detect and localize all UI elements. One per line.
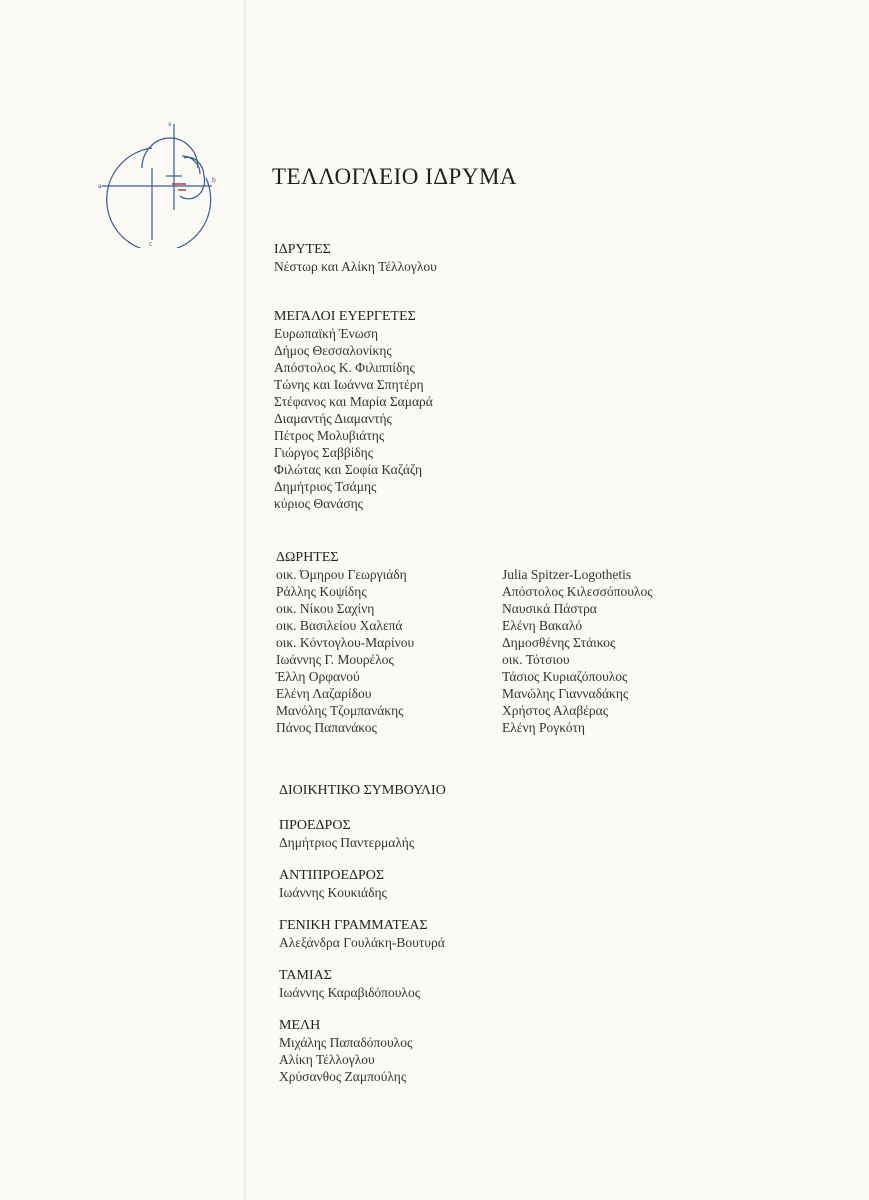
donor-name: οικ. Βασιλείου Χαλεπά [276, 618, 403, 633]
secretary-name: Αλεξάνδρα Γουλάκη-Βουτυρά [279, 935, 445, 950]
svg-text:c: c [149, 241, 153, 248]
page-fold [244, 0, 246, 1200]
donor-name: οικ. Νίκου Σαχίνη [276, 601, 375, 616]
donors-column-1 [276, 566, 414, 736]
svg-text:b: b [212, 177, 216, 184]
donor-name: Ράλλης Κοψίδης [276, 584, 367, 599]
donors-column-2 [502, 566, 653, 736]
donor-name: Ναυσικά Πάστρα [502, 601, 597, 616]
svg-text:a: a [98, 183, 102, 190]
donor-name: Έλλη Ορφανού [276, 669, 360, 684]
benefactor-name: Ευρωπαϊκή Ένωση [274, 326, 379, 341]
benefactors-heading: ΜΕΓΑΛΟΙ ΕΥΕΡΓΕΤΕΣ [274, 309, 416, 324]
vice-president-role: ΑΝΤΙΠΡΟΕΔΡΟΣ [279, 868, 385, 883]
board-section [279, 782, 446, 1085]
donor-name: Τάσιος Κυριαζόπουλος [502, 669, 628, 684]
donor-name: Ιωάννης Γ. Μουρέλος [276, 652, 394, 667]
donor-name: οικ. Τότσιου [502, 652, 570, 667]
page-title: ΤΕΛΛΟΓΛΕΙΟ ΙΔΡΥΜΑ [272, 164, 518, 189]
donor-name: Ελένη Ρογκότη [502, 720, 585, 735]
donor-name: οικ. Κόντογλου-Μαρίνου [276, 635, 415, 650]
donor-name: Μανώλης Γιανναδάκης [502, 686, 629, 701]
founder-name: Νέστωρ και Αλίκη Τέλλογλου [274, 259, 437, 274]
founders-section [274, 241, 437, 275]
vice-president-name: Ιωάννης Κουκιάδης [279, 885, 387, 900]
benefactor-name: Δήμος Θεσσαλονίκης [274, 343, 392, 358]
president-role: ΠΡΟΕΔΡΟΣ [279, 818, 351, 833]
benefactors-section [274, 308, 433, 512]
donor-name: Μανόλης Τζομπανάκης [276, 703, 404, 718]
donor-name: Ελένη Βακαλό [502, 618, 583, 633]
donor-name: Δημοσθένης Στάικος [502, 635, 616, 650]
member-name: Χρύσανθος Ζαμπούλης [279, 1069, 407, 1084]
president-name: Δημήτριος Παντερμαλής [279, 835, 415, 850]
benefactor-name: Δημήτριος Τσάμης [274, 479, 377, 494]
member-name: Αλίκη Τέλλογλου [279, 1052, 375, 1067]
benefactor-name: Πέτρος Μολυβιάτης [274, 428, 385, 443]
benefactor-name: Τώνης και Ιωάννα Σπητέρη [274, 377, 424, 392]
benefactor-name: Γιώργος Σαββίδης [274, 445, 374, 460]
donors-section [276, 549, 339, 566]
founders-heading: ΙΔΡΥΤΕΣ [274, 242, 331, 257]
donor-name: οικ. Όμηρου Γεωργιάδη [276, 567, 407, 582]
foundation-logo [96, 118, 222, 248]
benefactor-name: Φιλώτας και Σοφία Καζάζη [274, 462, 423, 477]
benefactor-name: Στέφανος και Μαρία Σαμαρά [274, 394, 433, 409]
donor-name: Απόστολος Κιλεσσόπουλος [502, 584, 653, 599]
benefactor-name: Απόστολος Κ. Φιλιππίδης [274, 360, 415, 375]
members-role: ΜΕΛΗ [279, 1018, 321, 1033]
svg-text:x: x [168, 121, 172, 128]
member-name: Μιχάλης Παπαδόπουλος [279, 1035, 413, 1050]
benefactor-name: κύριος Θανάσης [274, 496, 364, 511]
donor-name: Χρήστος Αλαβέρας [502, 703, 609, 718]
treasurer-role: ΤΑΜΙΑΣ [279, 968, 332, 983]
donor-name: Πάνος Παπανάκος [276, 720, 377, 735]
board-heading: ΔΙΟΙΚΗΤΙΚΟ ΣΥΜΒΟΥΛΙΟ [279, 783, 446, 798]
donor-name: Ελένη Λαζαρίδου [276, 686, 372, 701]
donor-name: Julia Spitzer-Logothetis [502, 567, 632, 582]
donors-heading: ΔΩΡΗΤΕΣ [276, 550, 339, 565]
secretary-role: ΓΕΝΙΚΗ ΓΡΑΜΜΑΤΕΑΣ [279, 918, 428, 933]
benefactor-name: Διαμαντής Διαμαντής [274, 411, 392, 426]
treasurer-name: Ιωάννης Καραβιδόπουλος [279, 985, 421, 1000]
